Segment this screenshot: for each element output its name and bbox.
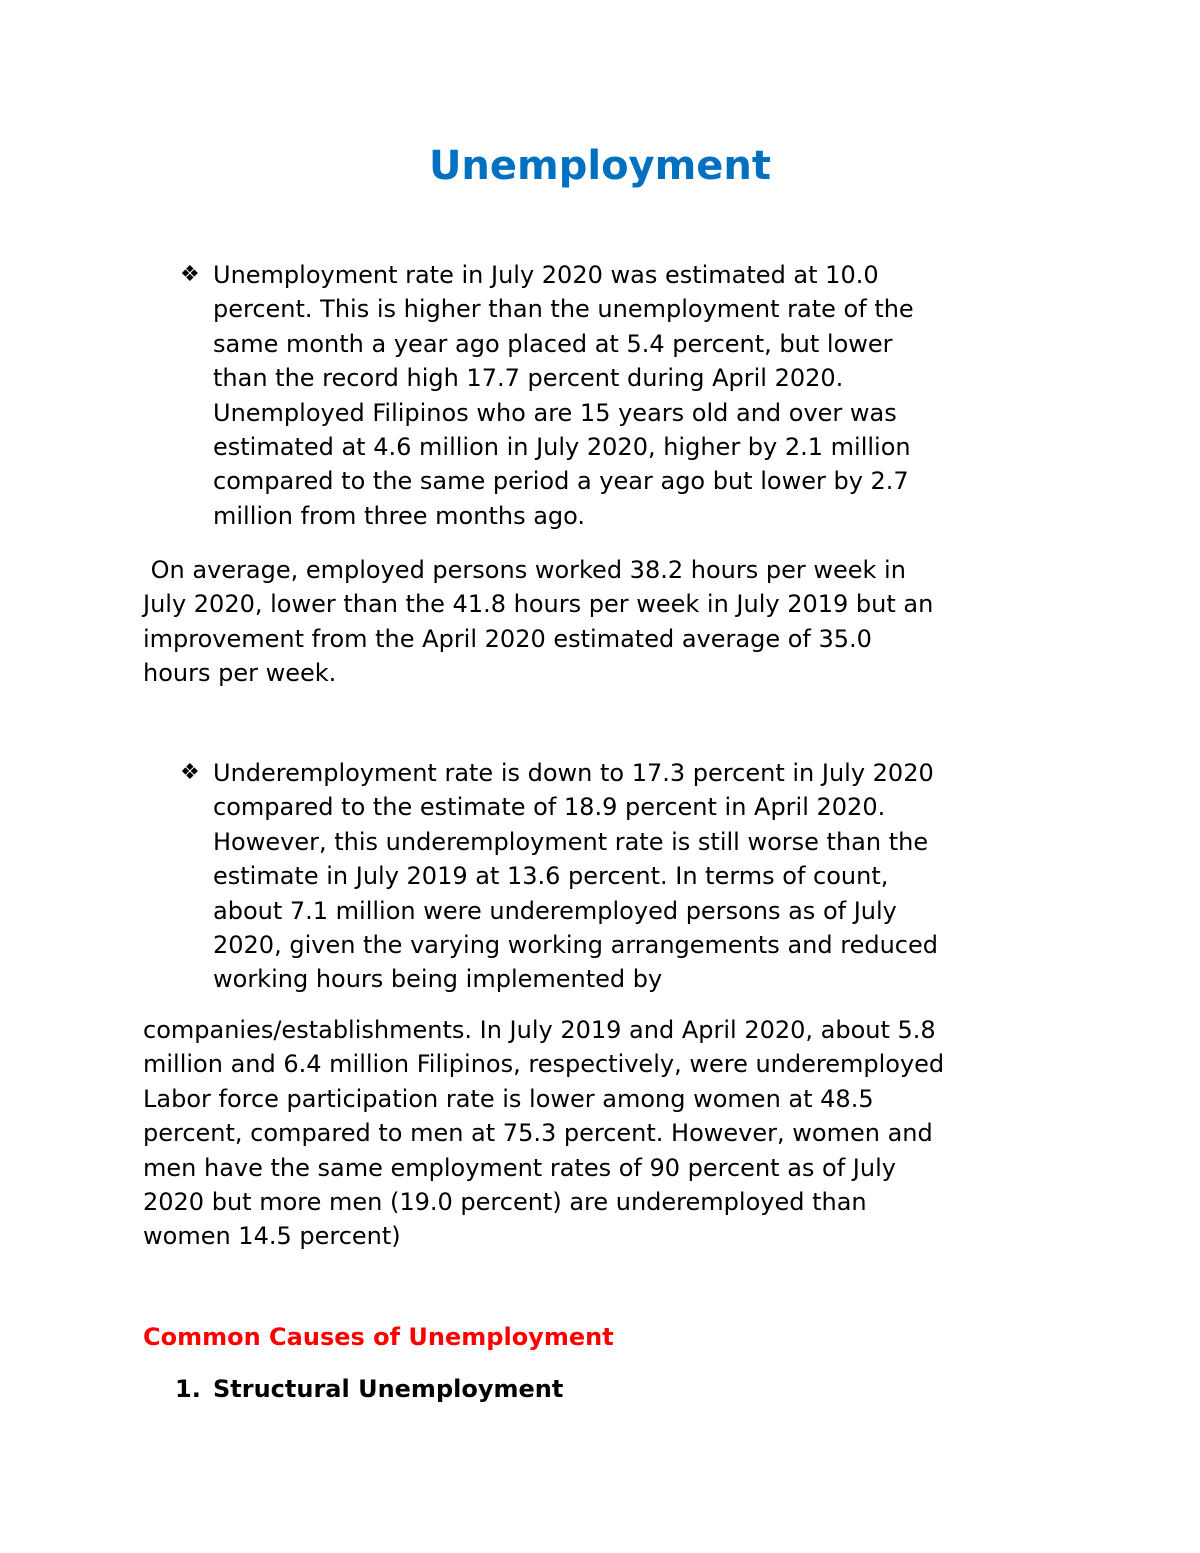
bullet-underemployment-rate [180,756,1060,1001]
text-line: estimate in July 2019 at 13.6 percent. In terms of count, [213,862,889,891]
bullet-text [213,756,1063,997]
numbered-item-structural [175,1372,563,1406]
text-line: same month a year ago placed at 5.4 percent, but lower [213,329,893,358]
text-line: 2020 but more men (19.0 percent) are underemployed than [143,1188,867,1217]
text-line: companies/establishments. In July 2019 and April 2020, about 5.8 [143,1016,936,1044]
text-line: million from three months ago. [213,501,586,530]
text-line: women 14.5 percent) [143,1222,401,1251]
text-line: Unemployed Filipinos who are 15 years old and over was [213,398,897,427]
text-line: compared to the estimate of 18.9 percent in April 2020. [213,793,886,822]
diamond-bullet-icon: ❖ [180,262,200,287]
text-line: hours per week. [143,659,337,688]
list-number: 1. [175,1375,201,1403]
paragraph-labor-force [143,1013,1068,1254]
paragraph-hours-worked [143,553,1068,691]
text-line: working hours being implemented by [213,965,663,994]
text-line: percent. This is higher than the unemployment rate of the [213,295,914,324]
text-line: than the record high 17.7 percent during April 2020. [213,364,844,393]
text-line: Labor force participation rate is lower among women at 48.5 [143,1084,874,1113]
text-line: 2020, given the varying working arrangements and reduced [213,931,938,960]
text-line: men have the same employment rates of 90 percent as of July [143,1153,896,1182]
text-line: Unemployment rate in July 2020 was estimated at 10.0 [213,261,879,289]
text-line: However, this underemployment rate is still worse than the [213,827,929,856]
bullet-unemployment-rate [180,258,1060,538]
text-line: On average, employed persons worked 38.2 hours per week in [143,556,906,584]
page-title: Unemployment [428,143,772,189]
text-line: percent, compared to men at 75.3 percent. However, women and [143,1119,933,1148]
bullet-text [213,258,1063,533]
text-line: about 7.1 million were underemployed persons as of July [213,896,897,925]
diamond-bullet-icon: ❖ [180,760,200,785]
section-heading-causes: Common Causes of Unemployment [143,1323,614,1351]
text-line: estimated at 4.6 million in July 2020, higher by 2.1 million [213,433,911,462]
text-line: July 2020, lower than the 41.8 hours per week in July 2019 but an [143,590,934,619]
text-line: million and 6.4 million Filipinos, respectively, were underemployed [143,1050,945,1079]
list-item-label: Structural Unemployment [213,1375,564,1403]
text-line: compared to the same period a year ago but lower by 2.7 [213,467,909,496]
text-line: improvement from the April 2020 estimated average of 35.0 [143,624,872,653]
text-line: Underemployment rate is down to 17.3 percent in July 2020 [213,759,934,787]
